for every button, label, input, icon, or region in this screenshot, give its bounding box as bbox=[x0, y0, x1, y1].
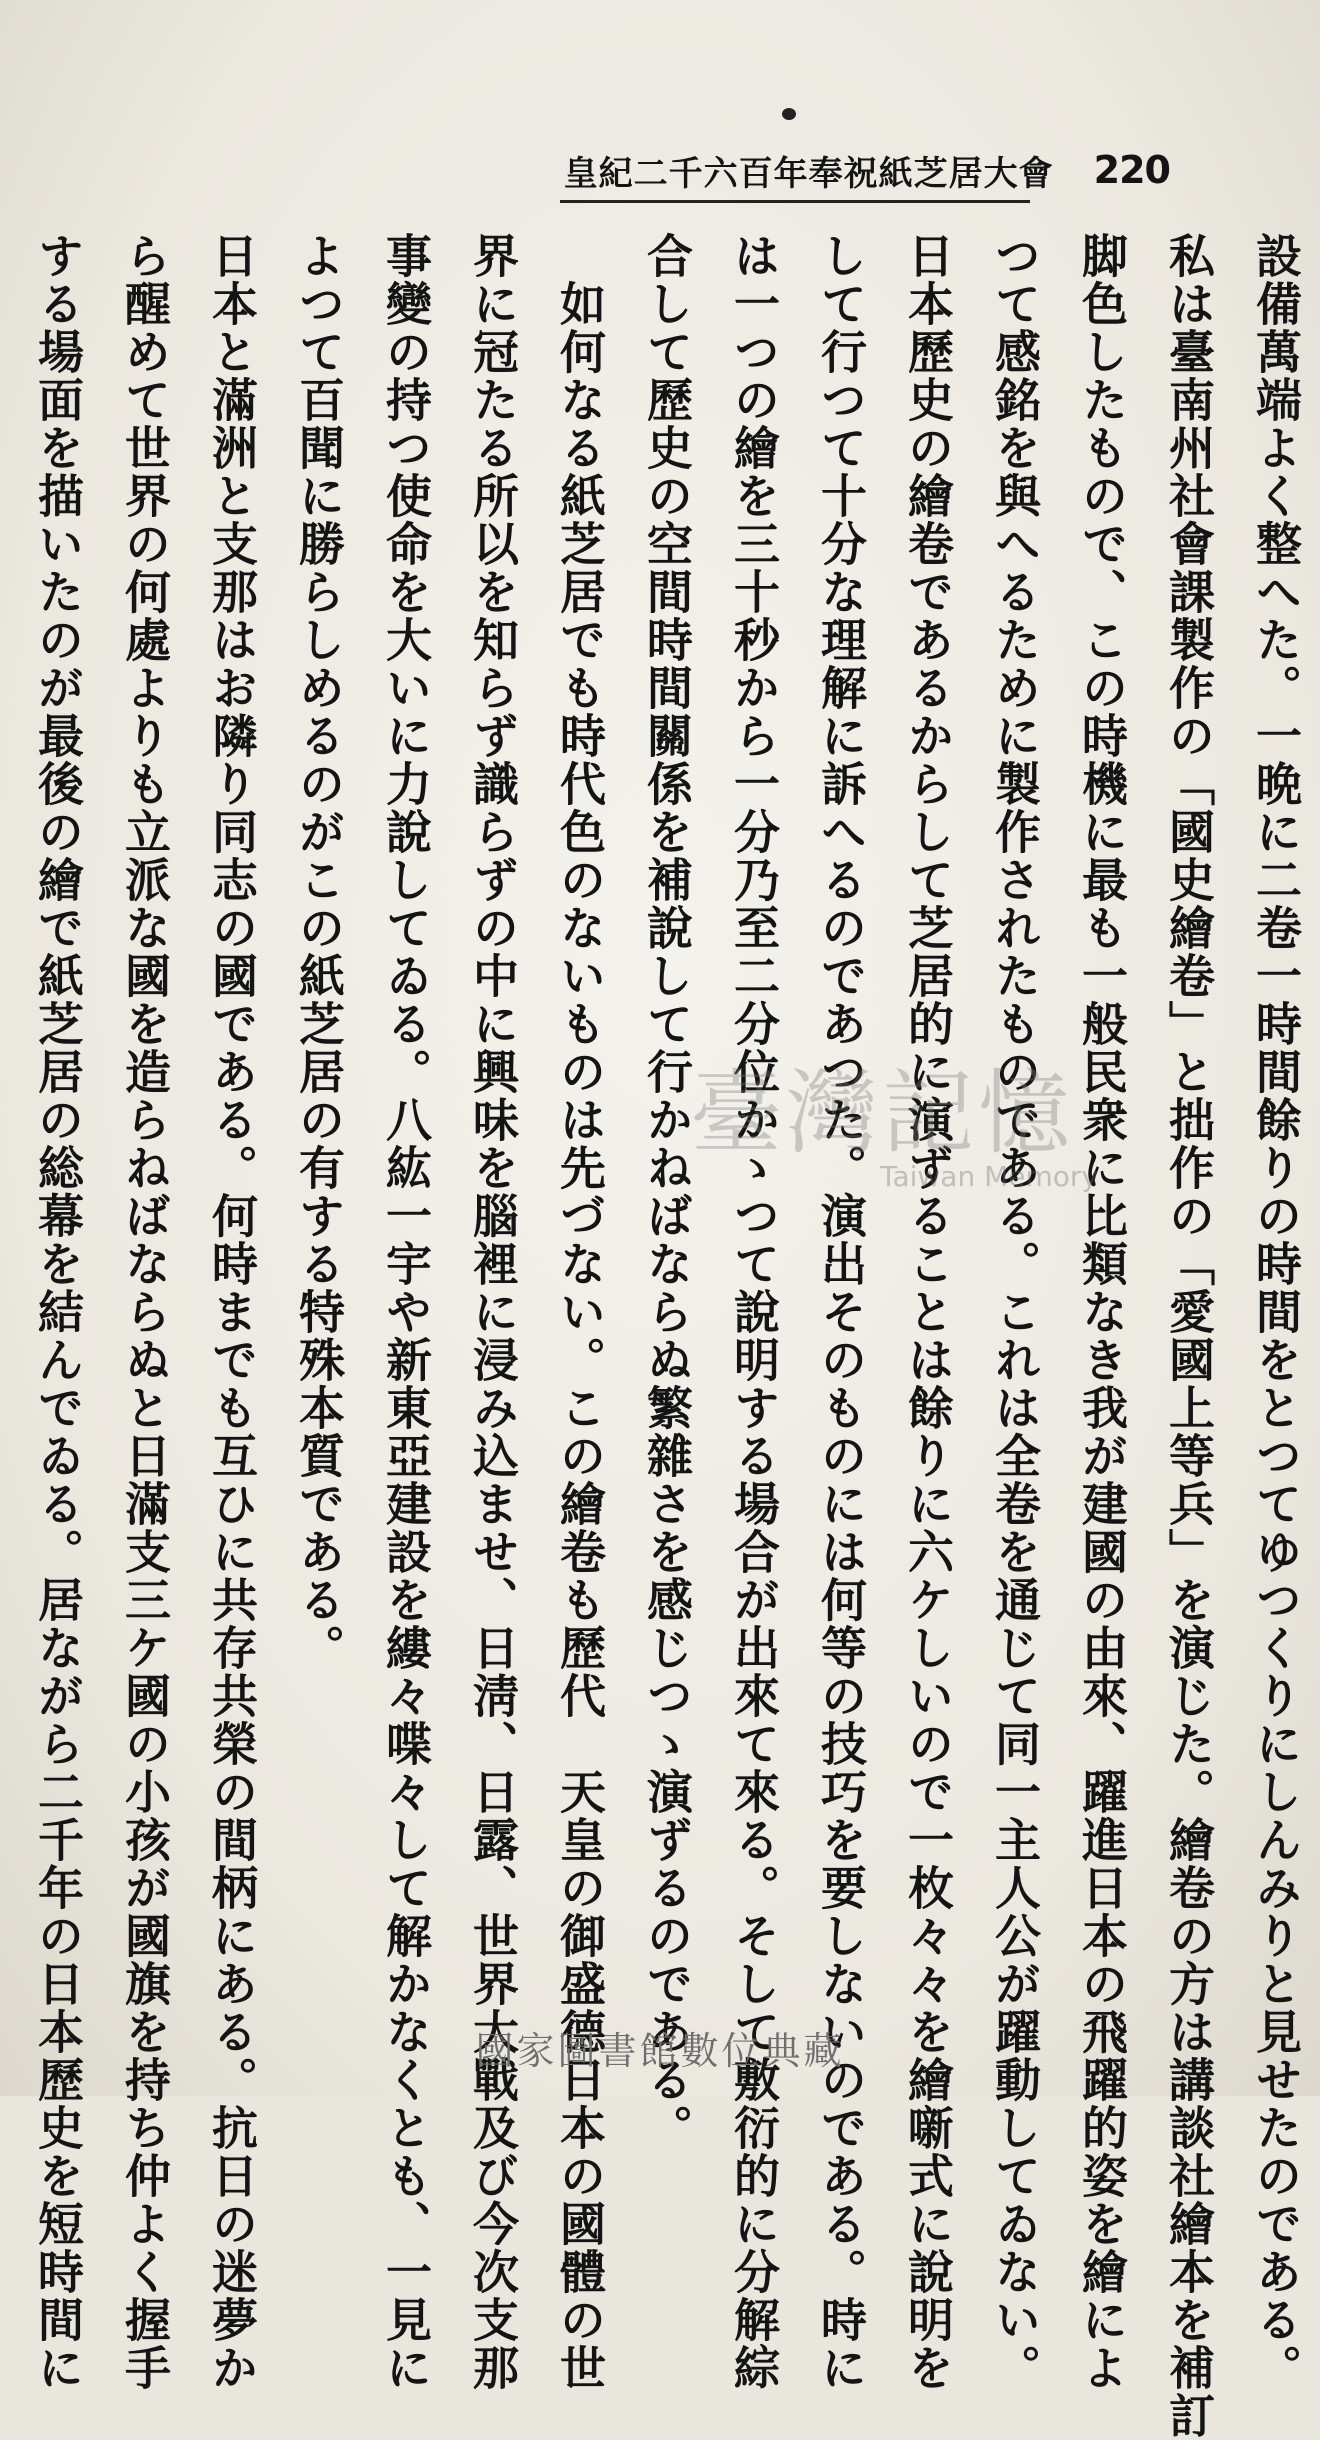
footer-credit: 國家圖書館數位典藏 bbox=[475, 2029, 845, 2073]
page-number: 220 bbox=[1093, 148, 1170, 192]
text-column: ら醒めて世界の何處よりも立派な國を造らねばならぬと日滿支三ケ國の小孩が國旗を持ち仲よく握手 bbox=[118, 232, 172, 2392]
text-column: 私は臺南州社會課製作の「國史繪卷」と拙作の「愛國上等兵」を演じた。繪卷の方は講談社繪本を補訂 bbox=[1162, 232, 1216, 2440]
text-column: する場面を描いたのが最後の繪で紙芝居の総幕を結んでゐる。居ながら二千年の日本歷史を短時間に bbox=[31, 232, 85, 2392]
header-title: 皇紀二千六百年奉祝紙芝居大會 bbox=[563, 153, 1054, 194]
text-column: 事變の持つ使命を大いに力說してゐる。八紘一宇や新東亞建設を縷々喋々して解かなくとも、一見に bbox=[379, 232, 433, 2392]
text-column: 日本と滿洲と支那はお隣り同志の國である。何時までも互ひに共存共榮の間柄にある。抗日の迷夢か bbox=[205, 232, 259, 2392]
text-column: 合して歷史の空間時間關係を補說して行かねばならぬ繁雜さを感じつゝ演ずるのである。 bbox=[640, 232, 694, 2152]
text-column: 設備萬端よく整へた。一晩に二卷一時間餘りの時間をとつてゆつくりにしんみりと見せたのである。 bbox=[1249, 232, 1303, 2392]
text-column: して行つて十分な理解に訴へるのであつた。演出そのものには何等の技巧を要しないのである。時に bbox=[814, 232, 868, 2392]
text-column: は一つの繪を三十秒から一分乃至二分位かゝつて說明する場合が出來て來る。そして敷衍的に分解綜 bbox=[727, 232, 781, 2392]
watermark-sub: Taiwan Memory bbox=[880, 1160, 1098, 1193]
text-column: 如何なる紙芝居でも時代色のないものは先づない。この繪卷も歷代 天皇の御盛德日本の國體の世 bbox=[553, 232, 607, 2392]
text-column: つて感銘を與へるために製作されたものである。これは全卷を通じて同一主人公が躍動してゐない。 bbox=[988, 232, 1042, 2392]
text-column: 脚色したもので、この時機に最も一般民衆に比類なき我が建國の由來、躍進日本の飛躍的姿を繪によ bbox=[1075, 232, 1129, 2392]
page-mark bbox=[782, 108, 796, 120]
watermark-main: 臺灣記憶 bbox=[690, 1060, 1075, 1167]
text-column: よつて百聞に勝らしめるのがこの紙芝居の有する特殊本質である。 bbox=[292, 232, 346, 1672]
header-rule bbox=[560, 200, 1030, 203]
running-header bbox=[563, 148, 1170, 194]
text-column: 界に冠たる所以を知らず識らずの中に興味を腦裡に浸み込ませ、日淸、日露、世界大戰及び今次支那 bbox=[466, 232, 520, 2392]
text-column: 日本歷史の繪卷であるからして芝居的に演ずることは餘りに六ケしいので一枚々々を繪噺式に說明を bbox=[901, 232, 955, 2392]
